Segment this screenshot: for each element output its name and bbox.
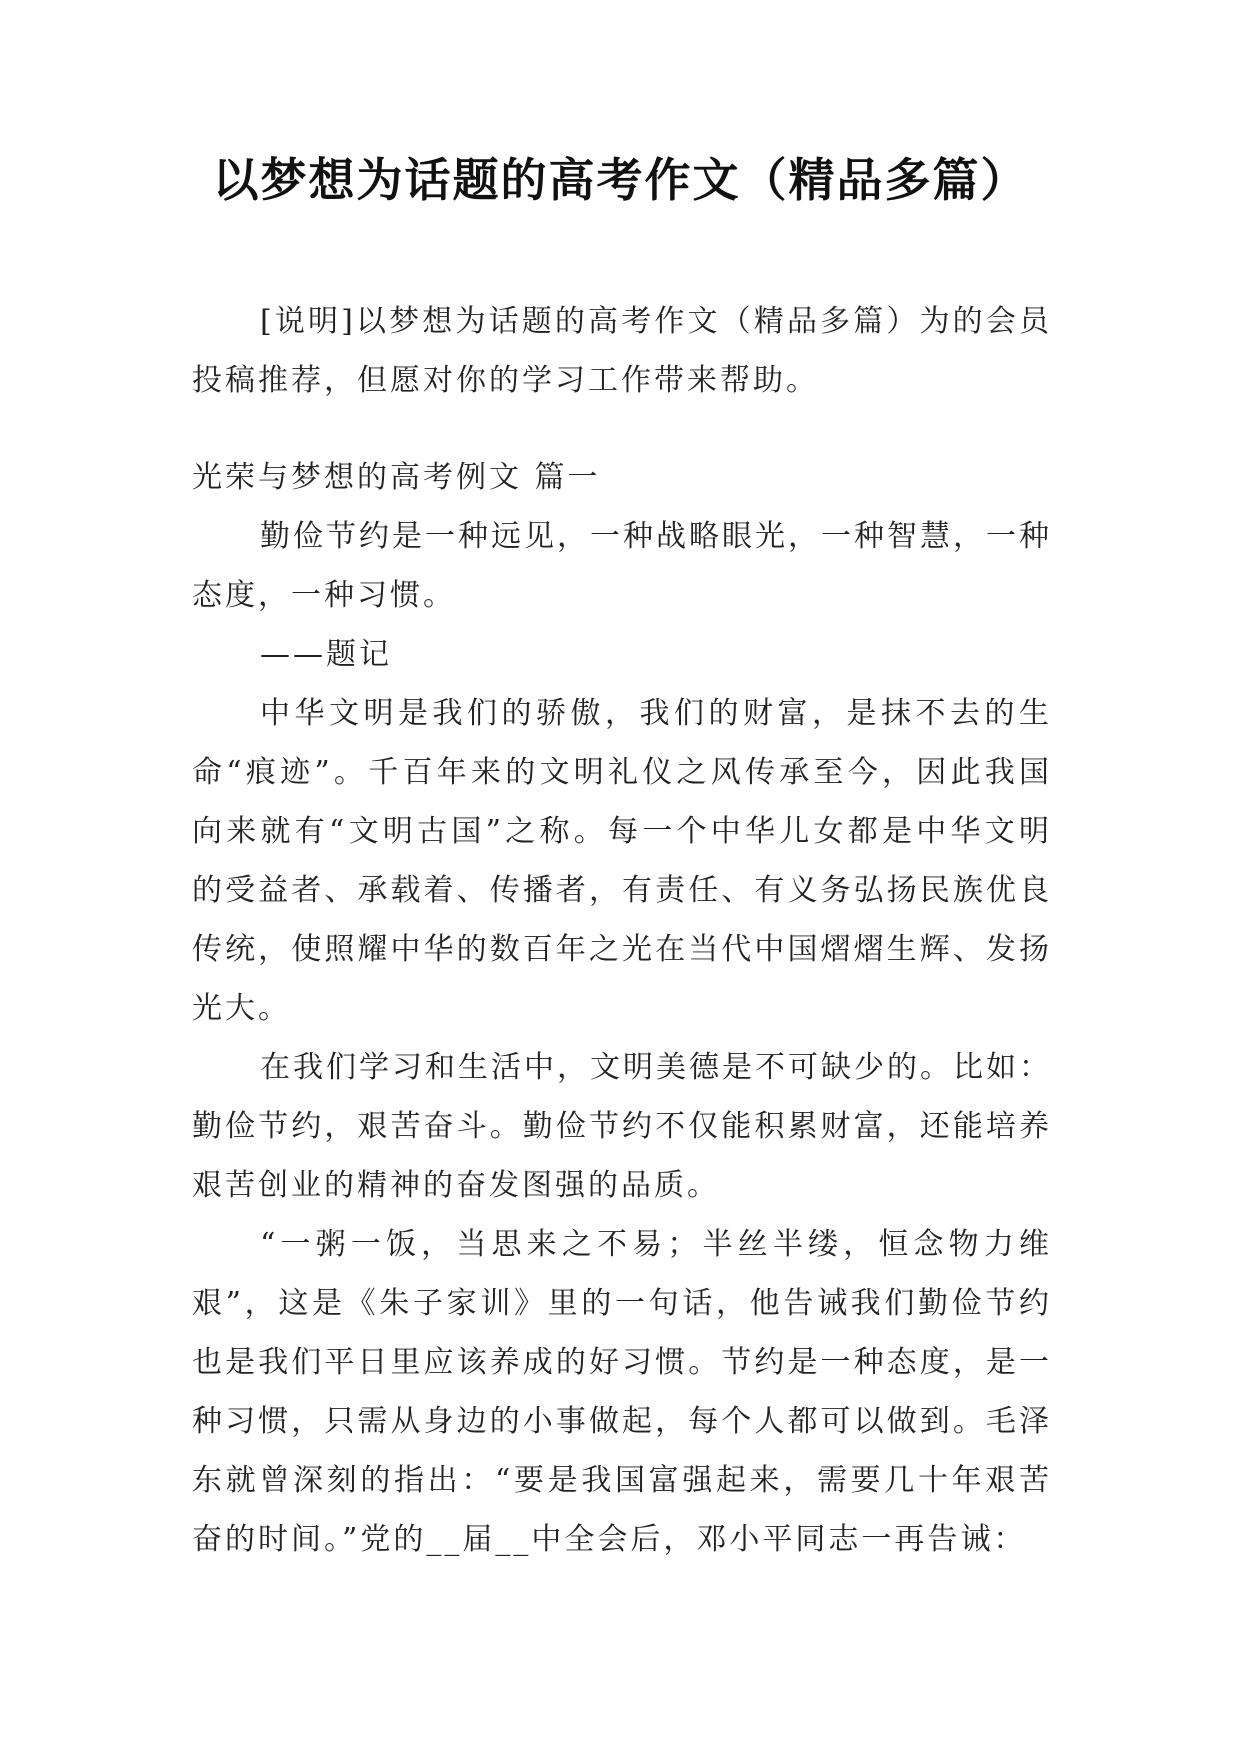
paragraph: “一粥一饭，当思来之不易；半丝半缕，恒念物力维艰”，这是《朱子家训》里的一句话，他告诫我们勤俭节约也是我们平日里应该养成的好习惯。节约是一种态度，是一种习惯，只需从身边的小事做起，每个人都可以做到。毛泽东就曾深刻的指出：“要是我国富强起来，需要几十年艰苦奋的时间。”党的__届__中全会后，邓小平同志一再告诫： — [192, 1227, 1052, 1557]
paragraph: 在我们学习和生活中，文明美德是不可缺少的。比如：勤俭节约，艰苦奋斗。勤俭节约不仅能积累财富，还能培养艰苦创业的精神的奋发图强的品质。 — [192, 1050, 1052, 1203]
section-heading: 光荣与梦想的高考例文 篇一 — [192, 460, 601, 495]
document-body — [192, 292, 1052, 1569]
paragraph: 中华文明是我们的骄傲，我们的财富，是抹不去的生命“痕迹”。千百年来的文明礼仪之风传承至今，因此我国向来就有“文明古国”之称。每一个中华儿女都是中华文明的受益者、承载着、传播者，有责任、有义务弘扬民族优良传统，使照耀中华的数百年之光在当代中国熠熠生辉、发扬光大。 — [192, 696, 1052, 1026]
paragraph: 勤俭节约是一种远见，一种战略眼光，一种智慧，一种态度，一种习惯。 — [192, 519, 1052, 613]
epigraph-attribution: ——题记 — [260, 637, 392, 672]
intro-paragraph: [说明]以梦想为话题的高考作文（精品多篇）为的会员投稿推荐，但愿对你的学习工作带来帮助。 — [192, 304, 1052, 398]
document-title: 以梦想为话题的高考作文（精品多篇） — [212, 153, 1029, 207]
